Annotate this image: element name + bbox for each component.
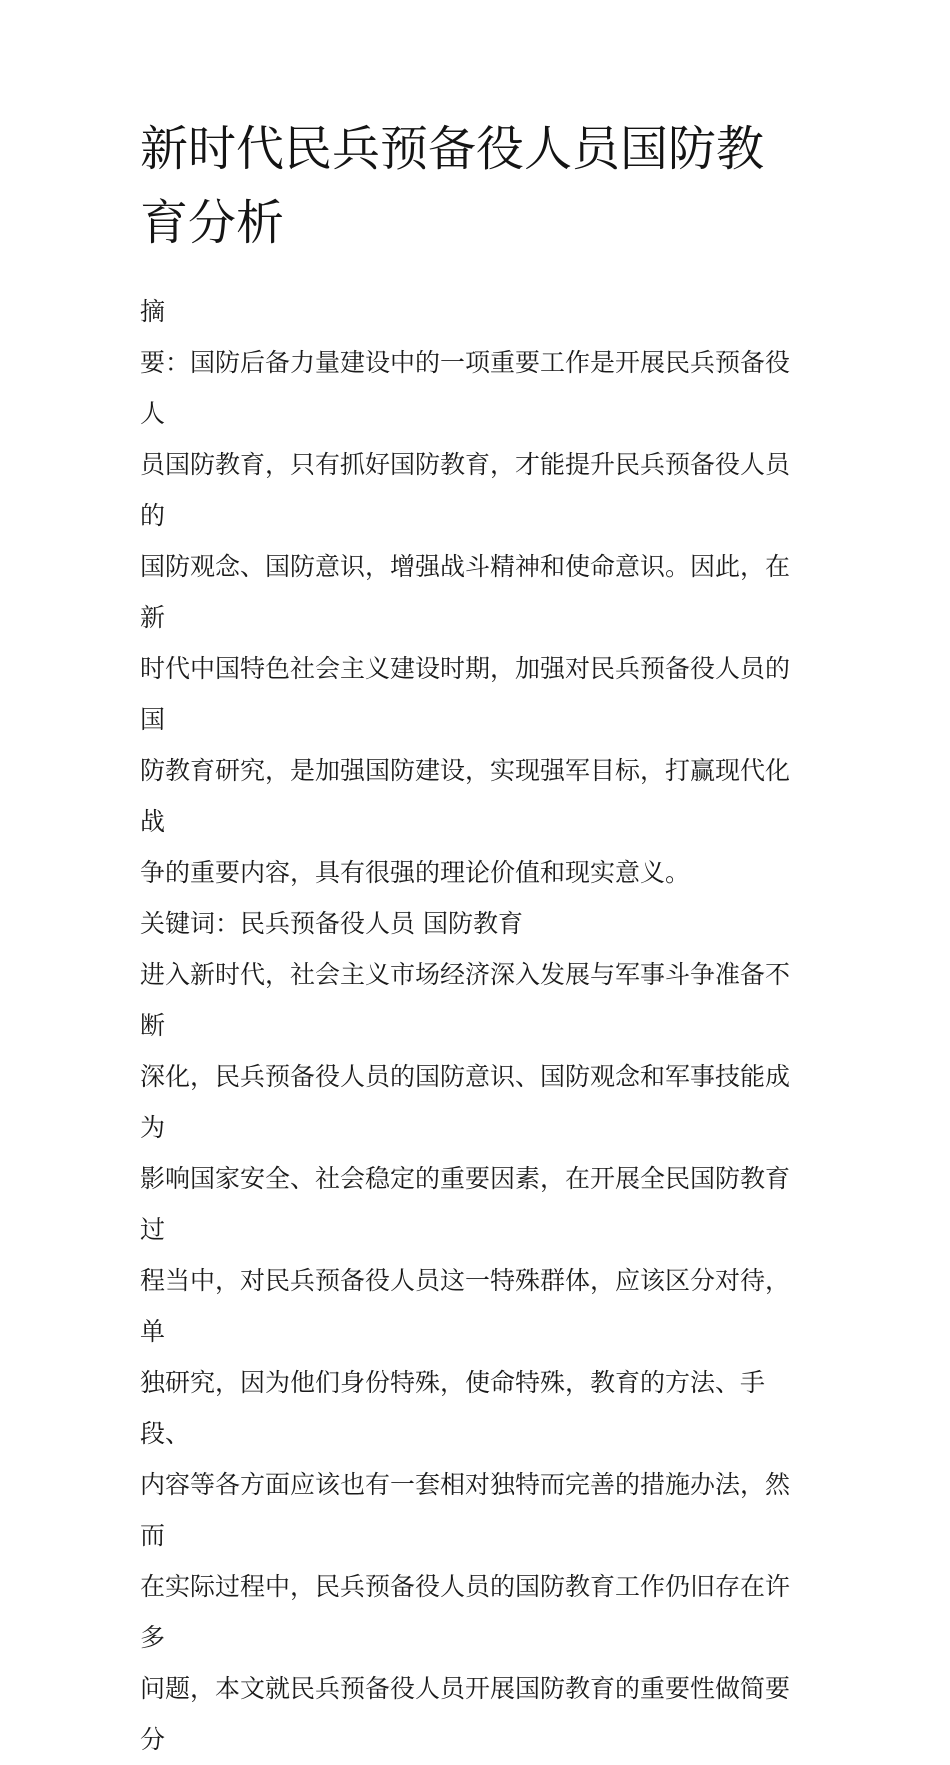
title-line-1: 新时代民兵预备役人员国防教 — [140, 121, 765, 177]
body-line: 影响国家安全、社会稳定的重要因素，在开展全民国防教育过 — [140, 1164, 791, 1244]
abstract-line: 防教育研究，是加强国防建设，实现强军目标，打赢现代化战 — [140, 756, 791, 836]
abstract-line: 要：国防后备力量建设中的一项重要工作是开展民兵预备役人 — [140, 348, 791, 428]
body-line: 进入新时代，社会主义市场经济深入发展与军事斗争准备不断 — [140, 960, 791, 1040]
body-paragraph — [140, 949, 812, 1765]
body-line: 问题，本文就民兵预备役人员开展国防教育的重要性做简要分 — [140, 1674, 791, 1754]
abstract-line: 员国防教育，只有抓好国防教育，才能提升民兵预备役人员的 — [140, 450, 791, 530]
document-page — [140, 112, 812, 1765]
body-line: 独研究，因为他们身份特殊，使命特殊，教育的方法、手段、 — [140, 1368, 766, 1448]
body-line: 在实际过程中，民兵预备役人员的国防教育工作仍旧存在许多 — [140, 1572, 791, 1652]
keyword: 国防教育 — [422, 909, 523, 938]
document-title — [140, 112, 812, 260]
title-line-2: 育分析 — [140, 195, 285, 251]
body-line: 程当中，对民兵预备役人员这一特殊群体，应该区分对待，单 — [140, 1266, 791, 1346]
abstract-label: 摘 — [140, 297, 166, 326]
abstract-line: 国防观念、国防意识，增强战斗精神和使命意识。因此，在新 — [140, 552, 791, 632]
abstract-line: 争的重要内容，具有很强的理论价值和现实意义。 — [140, 858, 691, 887]
keywords-label: 关键词： — [140, 909, 241, 938]
abstract-line: 时代中国特色社会主义建设时期，加强对民兵预备役人员的国 — [140, 654, 791, 734]
abstract-paragraph — [140, 337, 812, 898]
keyword: 民兵预备役人员 — [240, 909, 416, 938]
body-line: 内容等各方面应该也有一套相对独特而完善的措施办法，然而 — [140, 1470, 791, 1550]
keywords-line — [140, 898, 812, 949]
body-line: 深化，民兵预备役人员的国防意识、国防观念和军事技能成为 — [140, 1062, 791, 1142]
